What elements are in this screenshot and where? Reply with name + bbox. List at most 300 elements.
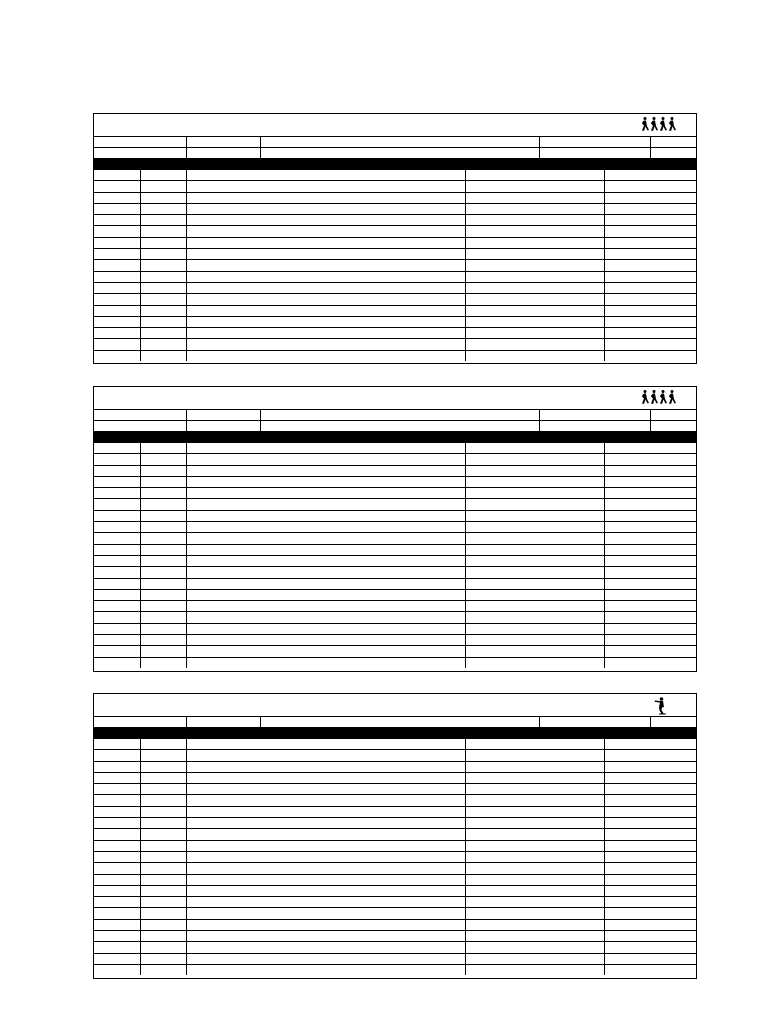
table-cell bbox=[140, 294, 186, 305]
table-row bbox=[94, 885, 696, 896]
table-cell bbox=[186, 908, 465, 919]
table-cell bbox=[186, 601, 465, 612]
table-cell bbox=[604, 555, 696, 566]
table-cell bbox=[465, 795, 604, 806]
table-cell bbox=[140, 510, 186, 521]
table-cell bbox=[465, 533, 604, 544]
table-row bbox=[94, 772, 696, 783]
table-cell bbox=[186, 578, 465, 589]
table-cell bbox=[186, 316, 465, 327]
table-row bbox=[94, 806, 696, 817]
table-cell bbox=[604, 739, 696, 750]
table-cell bbox=[604, 488, 696, 499]
table-cell bbox=[604, 249, 696, 260]
table-cell bbox=[604, 795, 696, 806]
table-cell bbox=[465, 829, 604, 840]
table-cell bbox=[140, 657, 186, 668]
table-cell bbox=[140, 544, 186, 555]
table-row bbox=[94, 544, 696, 555]
table-cell bbox=[140, 601, 186, 612]
table-cell bbox=[140, 908, 186, 919]
table-cell bbox=[604, 476, 696, 487]
table-row bbox=[94, 942, 696, 953]
table-cell bbox=[140, 942, 186, 953]
sheet-title-row bbox=[94, 387, 696, 410]
table-cell bbox=[94, 282, 140, 293]
table-cell bbox=[94, 192, 140, 203]
table-cell bbox=[140, 589, 186, 600]
table-cell bbox=[465, 863, 604, 874]
table-cell bbox=[186, 454, 465, 465]
table-cell bbox=[140, 181, 186, 192]
table-cell bbox=[140, 885, 186, 896]
table-cell bbox=[604, 350, 696, 361]
table-cell bbox=[94, 454, 140, 465]
table-cell bbox=[604, 851, 696, 862]
table-cell bbox=[604, 305, 696, 316]
table-cell bbox=[140, 931, 186, 942]
table-cell bbox=[140, 260, 186, 271]
table-row bbox=[94, 635, 696, 646]
table-cell bbox=[94, 249, 140, 260]
runners-icon bbox=[640, 116, 680, 136]
table-cell bbox=[465, 657, 604, 668]
table-row bbox=[94, 510, 696, 521]
table-cell bbox=[186, 623, 465, 634]
table-row bbox=[94, 897, 696, 908]
result-sheet-3 bbox=[93, 693, 697, 979]
table-row bbox=[94, 555, 696, 566]
table-cell bbox=[94, 522, 140, 533]
table-cell bbox=[465, 339, 604, 350]
table-cell bbox=[604, 908, 696, 919]
table-cell bbox=[140, 635, 186, 646]
table-cell bbox=[604, 203, 696, 214]
results-table bbox=[94, 170, 696, 361]
table-cell bbox=[140, 623, 186, 634]
table-row bbox=[94, 657, 696, 668]
table-cell bbox=[604, 544, 696, 555]
table-cell bbox=[94, 328, 140, 339]
table-cell bbox=[186, 339, 465, 350]
table-cell bbox=[604, 919, 696, 930]
table-row bbox=[94, 522, 696, 533]
table-cell bbox=[465, 601, 604, 612]
table-cell bbox=[465, 840, 604, 851]
table-cell bbox=[465, 851, 604, 862]
table-cell bbox=[140, 555, 186, 566]
table-cell bbox=[604, 589, 696, 600]
table-cell bbox=[604, 964, 696, 975]
table-cell bbox=[140, 443, 186, 454]
table-row bbox=[94, 454, 696, 465]
info-row-2 bbox=[94, 421, 696, 432]
table-cell bbox=[604, 623, 696, 634]
table-cell bbox=[94, 863, 140, 874]
table-cell bbox=[604, 260, 696, 271]
table-row bbox=[94, 443, 696, 454]
table-cell bbox=[186, 964, 465, 975]
table-cell bbox=[465, 249, 604, 260]
table-cell bbox=[465, 953, 604, 964]
table-cell bbox=[94, 170, 140, 181]
table-cell bbox=[140, 851, 186, 862]
table-row bbox=[94, 328, 696, 339]
table-cell bbox=[186, 488, 465, 499]
table-cell bbox=[186, 567, 465, 578]
table-cell bbox=[465, 623, 604, 634]
table-cell bbox=[465, 885, 604, 896]
table-cell bbox=[186, 953, 465, 964]
table-row bbox=[94, 739, 696, 750]
table-row bbox=[94, 170, 696, 181]
table-cell bbox=[604, 829, 696, 840]
table-cell bbox=[465, 784, 604, 795]
table-cell bbox=[465, 578, 604, 589]
table-cell bbox=[604, 897, 696, 908]
table-cell bbox=[465, 522, 604, 533]
table-row bbox=[94, 316, 696, 327]
table-cell bbox=[465, 897, 604, 908]
table-cell bbox=[604, 271, 696, 282]
table-cell bbox=[94, 555, 140, 566]
table-row bbox=[94, 829, 696, 840]
table-cell bbox=[465, 294, 604, 305]
table-cell bbox=[94, 316, 140, 327]
table-cell bbox=[604, 953, 696, 964]
table-row bbox=[94, 181, 696, 192]
table-cell bbox=[186, 942, 465, 953]
table-cell bbox=[465, 739, 604, 750]
table-cell bbox=[186, 226, 465, 237]
table-cell bbox=[140, 215, 186, 226]
table-cell bbox=[604, 294, 696, 305]
table-cell bbox=[140, 840, 186, 851]
table-cell bbox=[94, 772, 140, 783]
table-row bbox=[94, 863, 696, 874]
table-row bbox=[94, 488, 696, 499]
table-cell bbox=[94, 829, 140, 840]
table-cell bbox=[186, 657, 465, 668]
info-row-1 bbox=[94, 137, 696, 148]
table-cell bbox=[94, 818, 140, 829]
table-cell bbox=[186, 806, 465, 817]
table-cell bbox=[465, 215, 604, 226]
table-row bbox=[94, 908, 696, 919]
table-cell bbox=[140, 249, 186, 260]
table-cell bbox=[94, 761, 140, 772]
table-cell bbox=[186, 522, 465, 533]
table-row bbox=[94, 350, 696, 361]
table-cell bbox=[465, 443, 604, 454]
table-cell bbox=[465, 305, 604, 316]
table-cell bbox=[186, 750, 465, 761]
table-cell bbox=[604, 750, 696, 761]
table-cell bbox=[140, 919, 186, 930]
table-cell bbox=[186, 772, 465, 783]
table-cell bbox=[465, 635, 604, 646]
table-cell bbox=[465, 465, 604, 476]
table-cell bbox=[140, 739, 186, 750]
info-row-1 bbox=[94, 717, 696, 728]
results-table bbox=[94, 739, 696, 975]
table-cell bbox=[604, 465, 696, 476]
table-cell bbox=[604, 784, 696, 795]
table-row bbox=[94, 646, 696, 657]
table-row bbox=[94, 282, 696, 293]
table-cell bbox=[604, 510, 696, 521]
table-cell bbox=[94, 908, 140, 919]
table-cell bbox=[465, 192, 604, 203]
table-cell bbox=[604, 885, 696, 896]
table-cell bbox=[94, 657, 140, 668]
table-cell bbox=[186, 829, 465, 840]
table-cell bbox=[140, 874, 186, 885]
table-cell bbox=[94, 885, 140, 896]
table-row bbox=[94, 215, 696, 226]
table-row bbox=[94, 476, 696, 487]
result-sheet-1 bbox=[93, 113, 697, 364]
table-cell bbox=[94, 851, 140, 862]
table-cell bbox=[604, 443, 696, 454]
table-cell bbox=[94, 203, 140, 214]
table-cell bbox=[94, 488, 140, 499]
table-row bbox=[94, 465, 696, 476]
table-cell bbox=[140, 237, 186, 248]
table-cell bbox=[465, 203, 604, 214]
table-row bbox=[94, 203, 696, 214]
table-cell bbox=[186, 863, 465, 874]
table-cell bbox=[94, 465, 140, 476]
table-cell bbox=[140, 818, 186, 829]
table-cell bbox=[465, 942, 604, 953]
table-cell bbox=[186, 181, 465, 192]
table-cell bbox=[186, 544, 465, 555]
table-cell bbox=[186, 840, 465, 851]
table-cell bbox=[140, 316, 186, 327]
table-row bbox=[94, 499, 696, 510]
table-cell bbox=[94, 795, 140, 806]
table-cell bbox=[140, 646, 186, 657]
table-cell bbox=[604, 181, 696, 192]
table-cell bbox=[186, 170, 465, 181]
table-cell bbox=[140, 964, 186, 975]
table-cell bbox=[465, 567, 604, 578]
runners-icon bbox=[640, 389, 680, 409]
table-cell bbox=[465, 510, 604, 521]
table-cell bbox=[604, 635, 696, 646]
table-cell bbox=[94, 510, 140, 521]
table-cell bbox=[604, 657, 696, 668]
table-cell bbox=[94, 260, 140, 271]
table-cell bbox=[94, 305, 140, 316]
table-cell bbox=[94, 476, 140, 487]
table-cell bbox=[186, 761, 465, 772]
table-cell bbox=[465, 226, 604, 237]
table-row bbox=[94, 784, 696, 795]
table-cell bbox=[186, 784, 465, 795]
table-cell bbox=[604, 522, 696, 533]
results-table bbox=[94, 443, 696, 668]
table-cell bbox=[94, 350, 140, 361]
table-cell bbox=[604, 646, 696, 657]
table-cell bbox=[186, 465, 465, 476]
table-cell bbox=[140, 578, 186, 589]
table-cell bbox=[94, 919, 140, 930]
table-cell bbox=[94, 215, 140, 226]
table-cell bbox=[140, 761, 186, 772]
table-cell bbox=[604, 601, 696, 612]
table-cell bbox=[604, 499, 696, 510]
table-cell bbox=[604, 170, 696, 181]
table-cell bbox=[94, 840, 140, 851]
table-cell bbox=[604, 226, 696, 237]
table-cell bbox=[94, 623, 140, 634]
table-cell bbox=[140, 567, 186, 578]
table-cell bbox=[140, 806, 186, 817]
table-cell bbox=[94, 601, 140, 612]
table-cell bbox=[465, 555, 604, 566]
sheet-title-row bbox=[94, 694, 696, 717]
table-cell bbox=[140, 612, 186, 623]
table-cell bbox=[140, 772, 186, 783]
header-bar bbox=[94, 432, 696, 443]
table-cell bbox=[604, 942, 696, 953]
table-cell bbox=[465, 488, 604, 499]
table-cell bbox=[140, 454, 186, 465]
table-cell bbox=[94, 294, 140, 305]
table-cell bbox=[465, 271, 604, 282]
table-cell bbox=[604, 533, 696, 544]
table-cell bbox=[465, 476, 604, 487]
table-cell bbox=[604, 339, 696, 350]
table-cell bbox=[140, 488, 186, 499]
table-cell bbox=[94, 589, 140, 600]
table-cell bbox=[604, 567, 696, 578]
sheet-title-row bbox=[94, 114, 696, 137]
table-cell bbox=[140, 328, 186, 339]
table-cell bbox=[186, 874, 465, 885]
table-cell bbox=[186, 646, 465, 657]
table-cell bbox=[94, 897, 140, 908]
table-cell bbox=[465, 964, 604, 975]
table-row bbox=[94, 750, 696, 761]
table-cell bbox=[186, 237, 465, 248]
table-row bbox=[94, 226, 696, 237]
table-cell bbox=[94, 931, 140, 942]
table-cell bbox=[604, 578, 696, 589]
table-cell bbox=[604, 328, 696, 339]
table-row bbox=[94, 192, 696, 203]
table-cell bbox=[186, 612, 465, 623]
table-cell bbox=[186, 260, 465, 271]
table-cell bbox=[465, 237, 604, 248]
table-cell bbox=[94, 942, 140, 953]
table-cell bbox=[94, 739, 140, 750]
table-cell bbox=[465, 181, 604, 192]
table-cell bbox=[186, 350, 465, 361]
table-cell bbox=[140, 784, 186, 795]
table-cell bbox=[465, 499, 604, 510]
table-cell bbox=[465, 544, 604, 555]
table-cell bbox=[140, 476, 186, 487]
table-cell bbox=[186, 897, 465, 908]
table-cell bbox=[186, 851, 465, 862]
table-cell bbox=[94, 750, 140, 761]
table-cell bbox=[94, 567, 140, 578]
table-row bbox=[94, 964, 696, 975]
table-cell bbox=[94, 874, 140, 885]
table-cell bbox=[186, 443, 465, 454]
table-cell bbox=[465, 931, 604, 942]
table-cell bbox=[604, 192, 696, 203]
table-cell bbox=[465, 761, 604, 772]
info-row-2 bbox=[94, 148, 696, 159]
table-row bbox=[94, 567, 696, 578]
table-cell bbox=[94, 806, 140, 817]
table-cell bbox=[186, 271, 465, 282]
table-cell bbox=[94, 578, 140, 589]
table-cell bbox=[604, 237, 696, 248]
table-cell bbox=[140, 829, 186, 840]
table-row bbox=[94, 953, 696, 964]
table-cell bbox=[186, 635, 465, 646]
table-cell bbox=[186, 203, 465, 214]
table-cell bbox=[94, 237, 140, 248]
table-cell bbox=[140, 953, 186, 964]
table-cell bbox=[604, 840, 696, 851]
table-cell bbox=[186, 818, 465, 829]
table-cell bbox=[465, 806, 604, 817]
table-cell bbox=[140, 350, 186, 361]
table-cell bbox=[186, 739, 465, 750]
table-cell bbox=[94, 339, 140, 350]
table-cell bbox=[465, 750, 604, 761]
table-row bbox=[94, 874, 696, 885]
table-cell bbox=[140, 465, 186, 476]
table-cell bbox=[94, 964, 140, 975]
table-cell bbox=[140, 226, 186, 237]
table-cell bbox=[94, 544, 140, 555]
table-cell bbox=[140, 499, 186, 510]
table-cell bbox=[465, 589, 604, 600]
table-cell bbox=[465, 454, 604, 465]
table-cell bbox=[604, 215, 696, 226]
table-cell bbox=[140, 750, 186, 761]
table-cell bbox=[465, 908, 604, 919]
table-cell bbox=[604, 931, 696, 942]
table-row bbox=[94, 339, 696, 350]
table-cell bbox=[465, 282, 604, 293]
table-cell bbox=[94, 271, 140, 282]
table-cell bbox=[465, 874, 604, 885]
table-cell bbox=[94, 646, 140, 657]
shot-put-icon bbox=[653, 696, 668, 716]
table-cell bbox=[140, 192, 186, 203]
table-row bbox=[94, 818, 696, 829]
table-cell bbox=[186, 795, 465, 806]
table-row bbox=[94, 919, 696, 930]
table-cell bbox=[604, 454, 696, 465]
table-cell bbox=[465, 328, 604, 339]
table-cell bbox=[186, 533, 465, 544]
table-cell bbox=[186, 282, 465, 293]
info-row-1 bbox=[94, 410, 696, 421]
table-cell bbox=[94, 784, 140, 795]
header-bar bbox=[94, 728, 696, 739]
table-cell bbox=[140, 533, 186, 544]
table-row bbox=[94, 237, 696, 248]
